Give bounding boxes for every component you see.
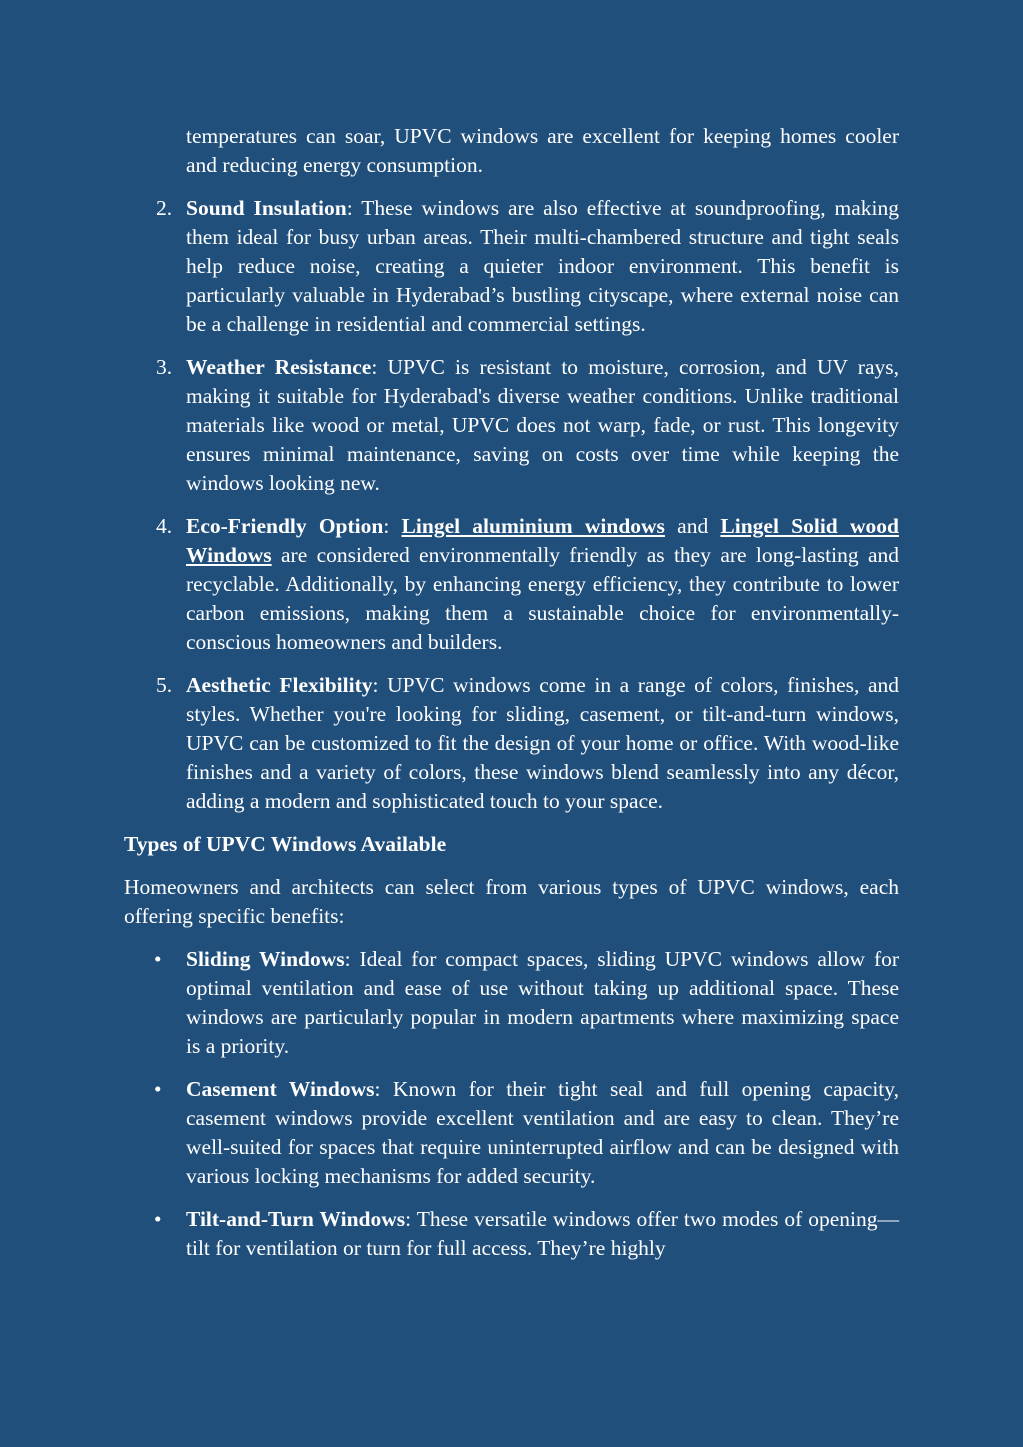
item-text: are considered environmentally friendly as they are long-lasting and recyclable. Additionally, by enhancing energy efficiency, they contribute to lower carbon emissions, making them a sustainable choice for environmentally-conscious homeowners and builders. <box>186 543 899 654</box>
link-lingel-aluminium-windows[interactable]: Lingel aluminium windows <box>401 514 665 538</box>
section-intro: Homeowners and architects can select from various types of UPVC windows, each offering specific benefits: <box>124 875 899 928</box>
item-separator: : <box>374 1077 381 1101</box>
item-text: These windows are also effective at soundproofing, making them ideal for busy urban areas. Their multi-chambered structure and tight seals help reduce noise, creating a quieter indoor environment. This benefit is particularly valuable in Hyderabad’s bustling cityscape, where external noise can be a challenge in residential and commercial settings. <box>186 196 899 336</box>
item-text: UPVC windows come in a range of colors, finishes, and styles. Whether you're looking for sliding, casement, or tilt-and-turn windows, UPVC can be customized to fit the design of your home or office. With wood-like finishes and a variety of colors, these windows blend seamlessly into any décor, adding a modern and sophisticated touch to your space. <box>186 673 899 813</box>
list-item <box>124 512 899 657</box>
link-lingel-solid-wood-windows[interactable]: Lingel Solid wood Windows <box>186 514 899 567</box>
item-separator: : <box>344 947 351 971</box>
item-separator: : <box>346 196 353 220</box>
item-title: Sliding Windows <box>186 947 345 971</box>
bullet-list <box>124 945 899 1263</box>
bullet-icon: • <box>154 1077 162 1101</box>
item-number: 3. <box>156 355 173 379</box>
list-item <box>124 353 899 498</box>
item-title: Eco-Friendly Option <box>186 514 384 538</box>
item-separator: : <box>383 514 402 538</box>
document-content <box>124 122 899 1263</box>
item-title: Tilt-and-Turn Windows <box>186 1207 406 1231</box>
list-item <box>124 945 899 1061</box>
list-item <box>124 1205 899 1263</box>
item-separator: : <box>372 673 379 697</box>
list-item <box>124 194 899 339</box>
list-item <box>124 1075 899 1191</box>
item-text: These versatile windows offer two modes of opening—tilt for ventilation or turn for full access. They’re highly <box>186 1207 899 1260</box>
item-connector: and <box>664 514 721 538</box>
item-title: Weather Resistance <box>186 355 372 379</box>
bullet-icon: • <box>154 947 162 971</box>
item-separator: : <box>405 1207 412 1231</box>
item-number: 4. <box>156 514 173 538</box>
item-text: Known for their tight seal and full opening capacity, casement windows provide excellent ventilation and are easy to clean. They’re well-suited for spaces that require uninterrupted airflow and can be designed with various locking mechanisms for added security. <box>186 1077 899 1188</box>
section-heading: Types of UPVC Windows Available <box>124 832 447 856</box>
item-text: UPVC is resistant to moisture, corrosion, and UV rays, making it suitable for Hyderabad's diverse weather conditions. Unlike traditional materials like wood or metal, UPVC does not warp, fade, or rust. This longevity ensures minimal maintenance, saving on costs over time while keeping the windows looking new. <box>186 355 899 495</box>
bullet-icon: • <box>154 1207 162 1231</box>
item-title: Sound Insulation <box>186 196 347 220</box>
item-number: 2. <box>156 196 173 220</box>
item-title: Casement Windows <box>186 1077 375 1101</box>
item-title: Aesthetic Flexibility <box>186 673 373 697</box>
item-text: Ideal for compact spaces, sliding UPVC windows allow for optimal ventilation and ease of use without taking up additional space. These windows are particularly popular in modern apartments where maximizing space is a priority. <box>186 947 900 1058</box>
numbered-list <box>124 194 899 816</box>
item-number: 5. <box>156 673 173 697</box>
intro-continuation: temperatures can soar, UPVC windows are excellent for keeping homes cooler and reducing energy consumption. <box>186 124 899 177</box>
list-item <box>124 671 899 816</box>
item-separator: : <box>371 355 378 379</box>
